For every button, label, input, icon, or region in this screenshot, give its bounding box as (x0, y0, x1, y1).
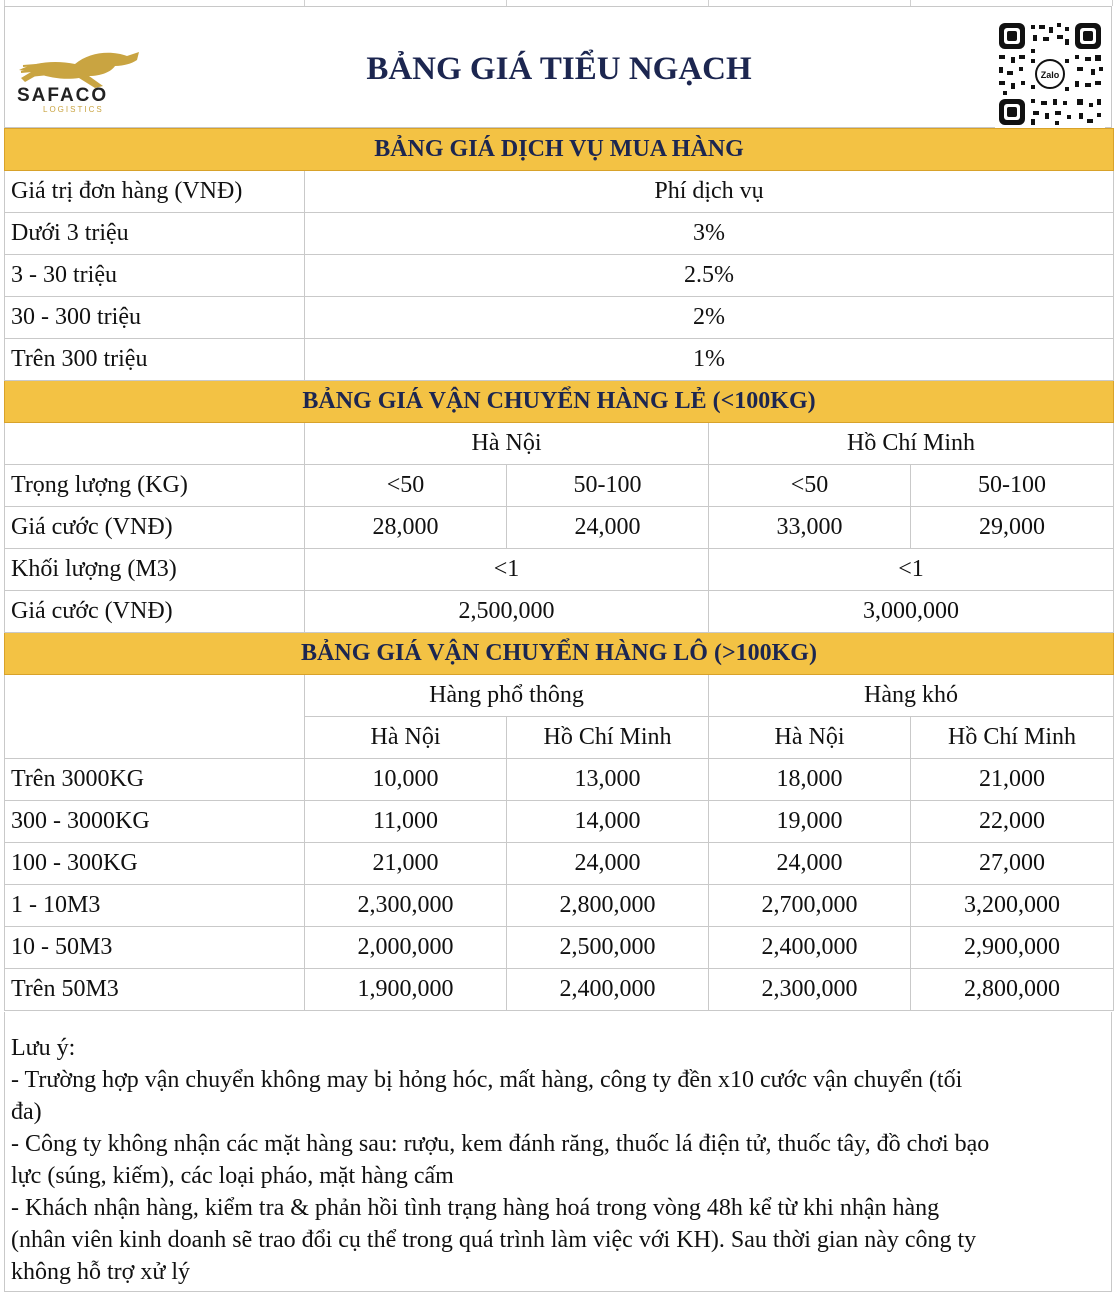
bulk-value: 24,000 (507, 843, 709, 885)
bulk-row-label: Trên 50M3 (5, 969, 305, 1011)
notes-heading: Lưu ý: (11, 1035, 76, 1061)
table-row (5, 423, 1114, 465)
bulk-value: 2,800,000 (507, 885, 709, 927)
table-row (5, 549, 1114, 591)
bulk-row-label: 100 - 300KG (5, 843, 305, 885)
page-title: BẢNG GIÁ TIỂU NGẠCH (366, 51, 752, 87)
bulk-value: 21,000 (305, 843, 507, 885)
bulk-row-label: Trên 3000KG (5, 759, 305, 801)
small-price: 28,000 (305, 507, 507, 549)
bulk-value: 27,000 (911, 843, 1114, 885)
bulk-value: 24,000 (709, 843, 911, 885)
small-vprice: 3,000,000 (709, 591, 1114, 633)
table-row (5, 171, 1114, 213)
zalo-qr-code-icon (995, 19, 1105, 129)
bulk-value: 2,300,000 (709, 969, 911, 1011)
bulk-value: 18,000 (709, 759, 911, 801)
bulk-row-label: 10 - 50M3 (5, 927, 305, 969)
bulk-value: 21,000 (911, 759, 1114, 801)
purchase-fee: 2% (305, 297, 1114, 339)
table-row (5, 675, 1114, 717)
logo-subtitle: LOGISTICS (43, 105, 104, 114)
purchase-title: BẢNG GIÁ DỊCH VỤ MUA HÀNG (5, 129, 1114, 171)
section-header-purchase (5, 129, 1114, 171)
purchase-col-fee: Phí dịch vụ (305, 171, 1114, 213)
table-row (5, 255, 1114, 297)
table-row (5, 297, 1114, 339)
bulk-value: 3,200,000 (911, 885, 1114, 927)
table-row (5, 465, 1114, 507)
bulk-group-difficult: Hàng khó (709, 675, 1114, 717)
bulk-value: 11,000 (305, 801, 507, 843)
purchase-range: 3 - 30 triệu (5, 255, 305, 297)
table-row (5, 969, 1114, 1011)
small-weight-label: Trọng lượng (KG) (5, 465, 305, 507)
bulk-value: 2,800,000 (911, 969, 1114, 1011)
empty-cell (5, 423, 305, 465)
small-vprice: 2,500,000 (305, 591, 709, 633)
purchase-fee: 1% (305, 339, 1114, 381)
section-header-bulk (5, 633, 1114, 675)
small-weight: 50-100 (911, 465, 1114, 507)
bulk-value: 2,400,000 (507, 969, 709, 1011)
bulk-value: 22,000 (911, 801, 1114, 843)
bulk-row-label: 300 - 3000KG (5, 801, 305, 843)
empty-cell (5, 675, 305, 759)
purchase-fee: 2.5% (305, 255, 1114, 297)
purchase-fee: 3% (305, 213, 1114, 255)
bulk-title: BẢNG GIÁ VẬN CHUYỂN HÀNG LÔ (>100KG) (5, 633, 1114, 675)
bulk-value: 14,000 (507, 801, 709, 843)
purchase-col-label: Giá trị đơn hàng (VNĐ) (5, 171, 305, 213)
bulk-city: Hồ Chí Minh (911, 717, 1114, 759)
bulk-city: Hà Nội (709, 717, 911, 759)
bulk-city: Hà Nội (305, 717, 507, 759)
small-vprice-label: Giá cước (VNĐ) (5, 591, 305, 633)
bulk-value: 13,000 (507, 759, 709, 801)
table-row (5, 213, 1114, 255)
bulk-value: 10,000 (305, 759, 507, 801)
table-row (5, 843, 1114, 885)
small-weight: <50 (709, 465, 911, 507)
table-row (5, 759, 1114, 801)
bulk-value: 2,400,000 (709, 927, 911, 969)
small-volume-label: Khối lượng (M3) (5, 549, 305, 591)
bulk-value: 19,000 (709, 801, 911, 843)
small-volume: <1 (305, 549, 709, 591)
bulk-city: Hồ Chí Minh (507, 717, 709, 759)
note-line: - Công ty không nhận các mặt hàng sau: rượu, kem đánh răng, thuốc lá điện tử, thuốc tây, đồ chơi bạo (11, 1131, 990, 1157)
small-price: 33,000 (709, 507, 911, 549)
small-price: 29,000 (911, 507, 1114, 549)
purchase-range: 30 - 300 triệu (5, 297, 305, 339)
small-weight: <50 (305, 465, 507, 507)
table-row (5, 927, 1114, 969)
logo-name: SAFACO (17, 85, 109, 106)
qr-center-label: Zalo (1040, 70, 1060, 80)
small-price: 24,000 (507, 507, 709, 549)
purchase-range: Dưới 3 triệu (5, 213, 305, 255)
bulk-value: 2,300,000 (305, 885, 507, 927)
bulk-value: 2,900,000 (911, 927, 1114, 969)
purchase-range: Trên 300 triệu (5, 339, 305, 381)
note-line: không hỗ trợ xử lý (11, 1259, 191, 1285)
small-volume: <1 (709, 549, 1114, 591)
note-line: (nhân viên kinh doanh sẽ trao đổi cụ thể trong quá trình làm việc với KH). Sau thời gian này công ty (11, 1227, 977, 1253)
section-header-small (5, 381, 1114, 423)
table-row (5, 591, 1114, 633)
table-row (5, 885, 1114, 927)
bulk-value: 1,900,000 (305, 969, 507, 1011)
table-row (5, 339, 1114, 381)
table-row (5, 801, 1114, 843)
small-price-label: Giá cước (VNĐ) (5, 507, 305, 549)
bulk-value: 2,700,000 (709, 885, 911, 927)
note-line: lực (súng, kiếm), các loại pháo, mặt hàng cấm (11, 1163, 454, 1189)
note-line: - Khách nhận hàng, kiểm tra & phản hồi tình trạng hàng hoá trong vòng 48h kể từ khi nhận hàng (11, 1195, 940, 1221)
note-line: đa) (11, 1099, 42, 1125)
bulk-group-common: Hàng phổ thông (305, 675, 709, 717)
table-row (5, 507, 1114, 549)
bulk-value: 2,500,000 (507, 927, 709, 969)
price-table (4, 128, 1114, 1011)
small-city-hanoi: Hà Nội (305, 423, 709, 465)
small-title: BẢNG GIÁ VẬN CHUYỂN HÀNG LẺ (<100KG) (5, 381, 1114, 423)
small-city-hcm: Hồ Chí Minh (709, 423, 1114, 465)
bulk-row-label: 1 - 10M3 (5, 885, 305, 927)
notes-box (4, 1012, 1112, 1292)
header (4, 6, 1112, 128)
bulk-value: 2,000,000 (305, 927, 507, 969)
small-weight: 50-100 (507, 465, 709, 507)
note-line: - Trường hợp vận chuyển không may bị hỏng hóc, mất hàng, công ty đền x10 cước vận chuyển (tối (11, 1067, 963, 1093)
